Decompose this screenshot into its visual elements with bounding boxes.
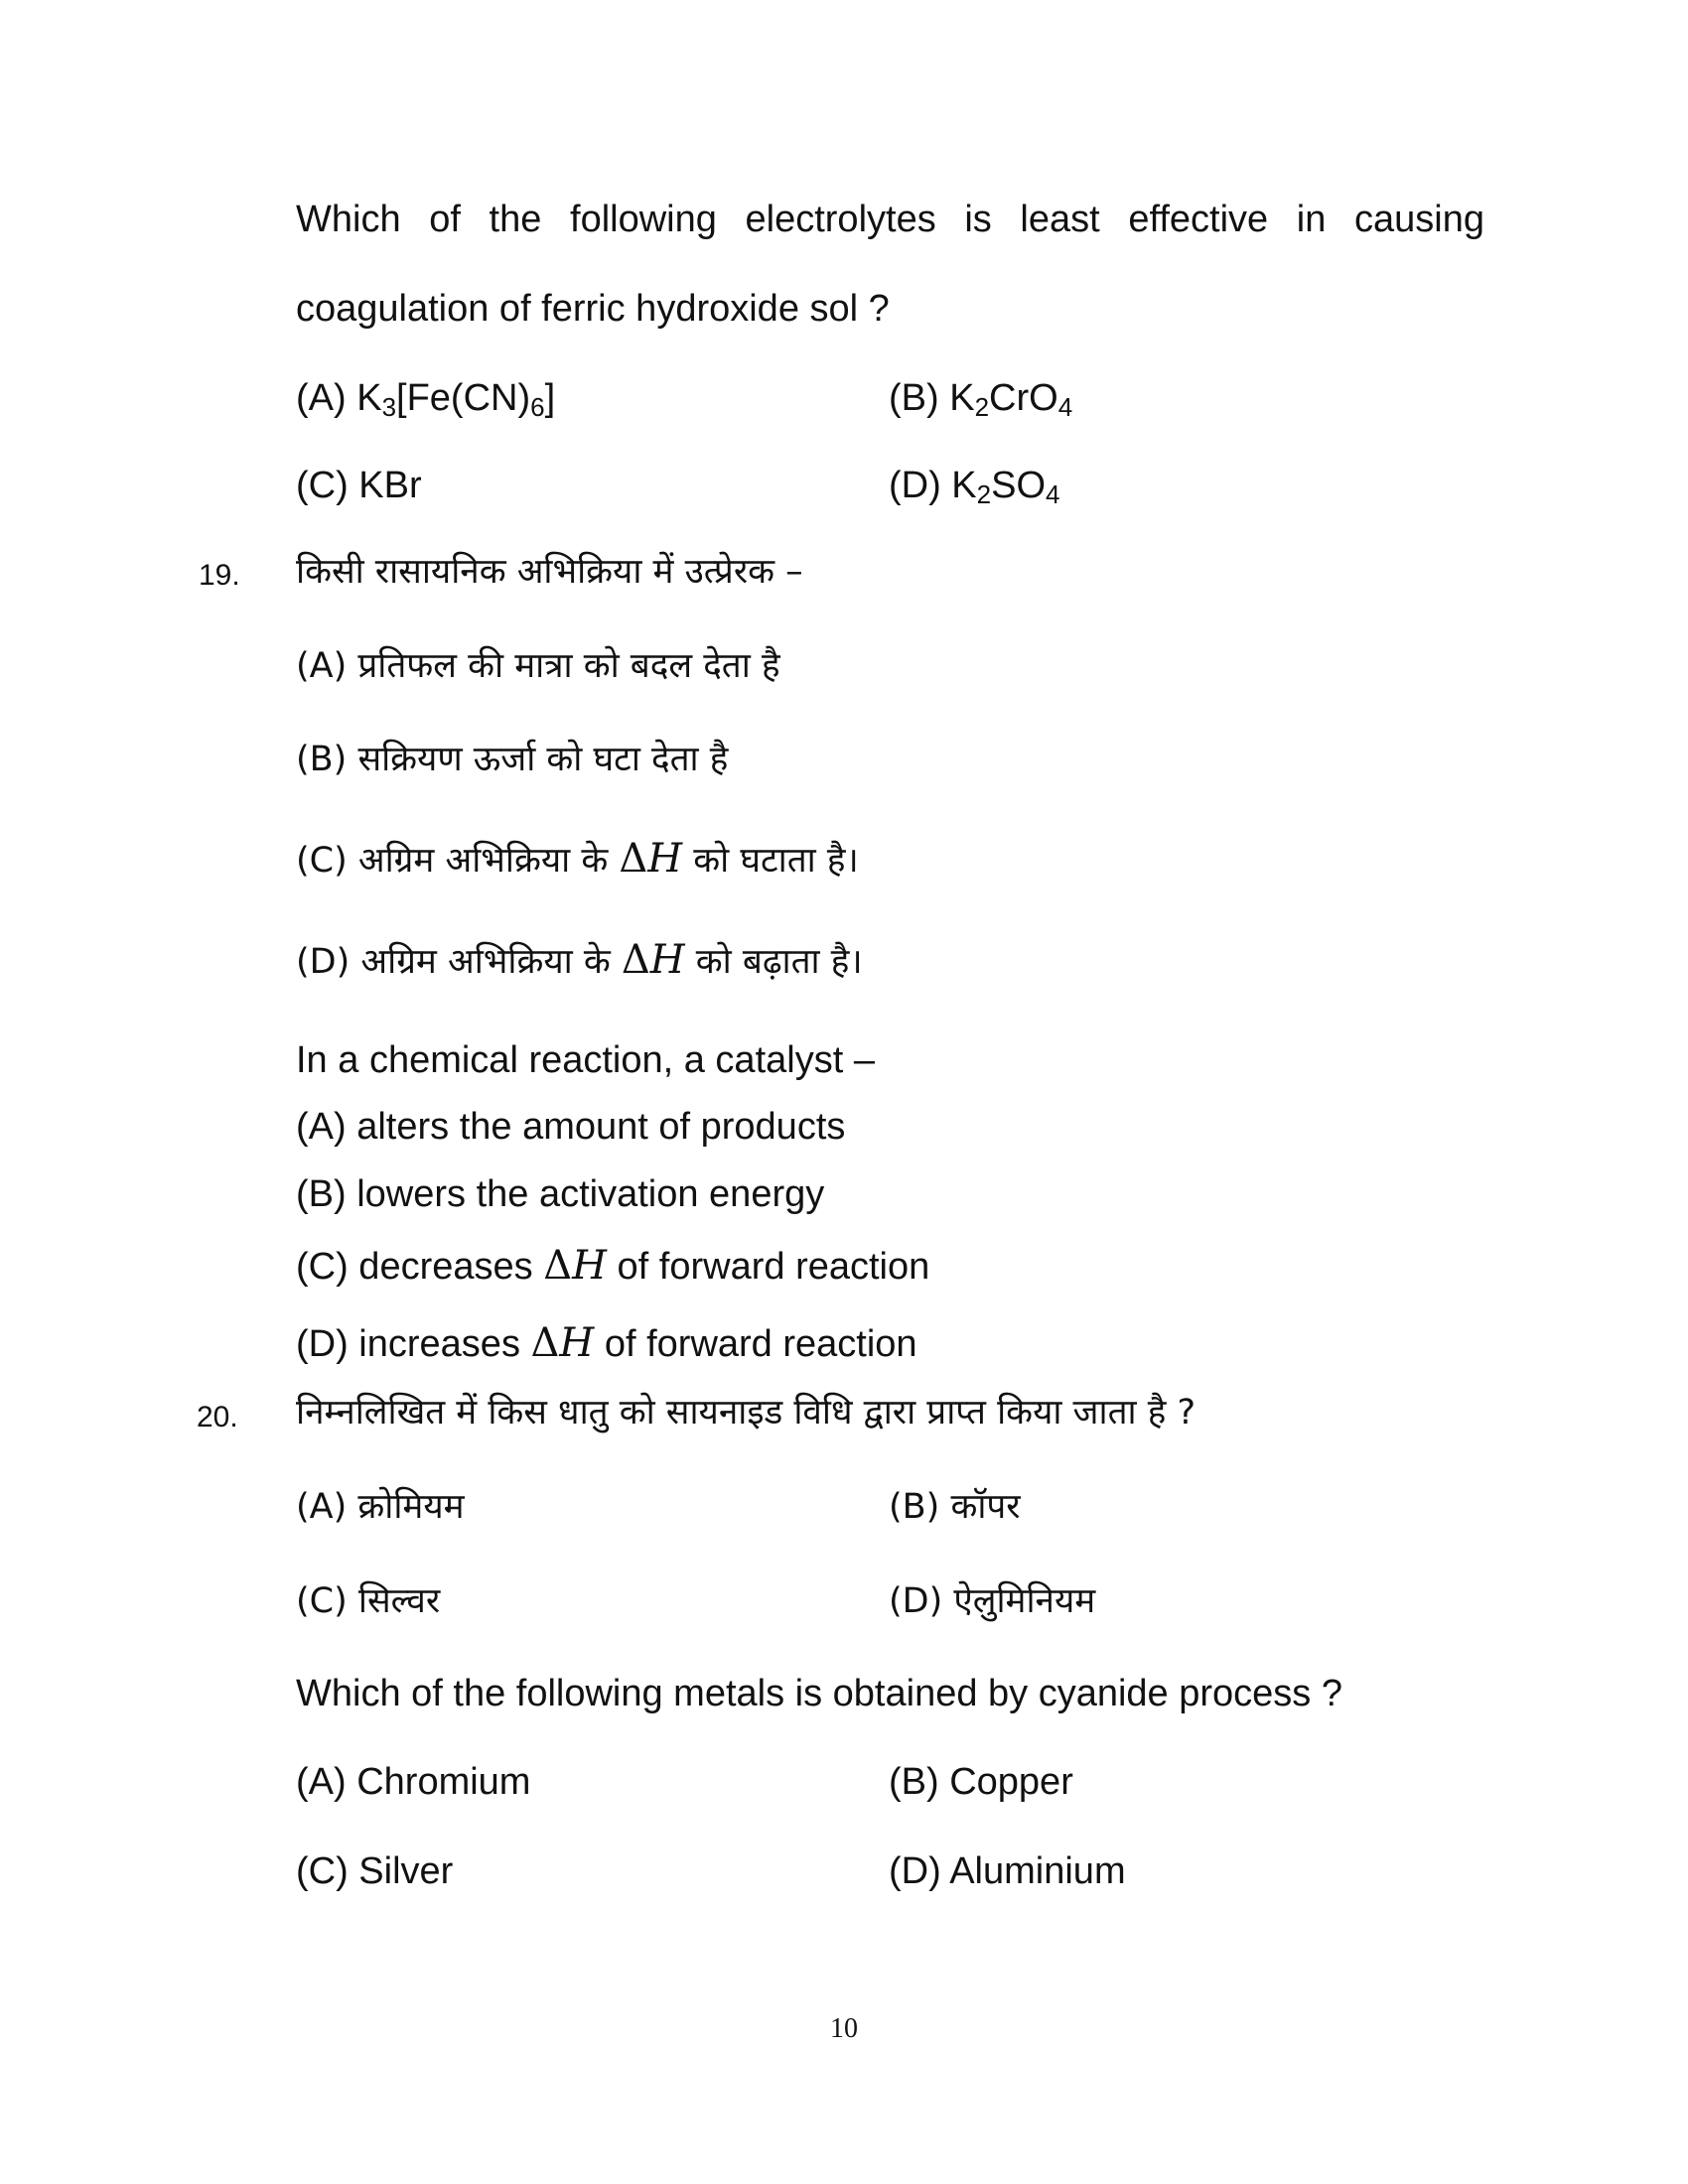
q18-option-b: (B) $K_2CrO_4$ — [889, 377, 1073, 422]
q18-english-line-1: Which of the following electrolytes is least effective in causing — [296, 199, 1484, 240]
q19-english-question: In a chemical reaction, a catalyst – — [296, 1039, 875, 1081]
q18-option-d: (D) $K_2SO_4$ — [889, 465, 1060, 509]
q20-hindi-option-a: (A) क्रोमियम — [296, 1487, 465, 1527]
q19-hindi-option-a: (A) प्रतिफल की मात्रा को बदल देता है — [296, 646, 780, 686]
q20-hindi-option-b: (B) कॉपर — [889, 1487, 1021, 1527]
q20-english-option-a: (A) Chromium — [296, 1761, 531, 1803]
delta-h-symbol: ΔH — [619, 836, 683, 882]
q20-number: 20. — [197, 1401, 238, 1433]
q19-hindi-question: किसी रासायनिक अभिक्रिया में उत्प्रेरक – — [296, 552, 803, 592]
q19-hindi-option-b: (B) सक्रियण ऊर्जा को घटा देता है — [296, 740, 729, 779]
q18-option-a: (A) $K_3[Fe(CN)_6]$ — [296, 377, 556, 422]
q19-english-option-d: (D) increases ΔH of forward reaction — [296, 1320, 917, 1366]
delta-h-symbol: ΔH — [621, 937, 685, 983]
delta-h-symbol: ΔH — [530, 1320, 595, 1366]
q18-english-line-2: coagulation of ferric hydroxide sol ? — [296, 288, 890, 330]
q19-english-option-b: (B) lowers the activation energy — [296, 1173, 825, 1215]
delta-h-symbol: ΔH — [543, 1243, 607, 1289]
q19-hindi-option-c: (C) अग्रिम अभिक्रिया के ΔH को घटाता है। — [296, 836, 859, 882]
q20-english-question: Which of the following metals is obtained by cyanide process ? — [296, 1673, 1342, 1714]
q20-english-option-b: (B) Copper — [889, 1761, 1073, 1803]
q20-hindi-option-c: (C) सिल्वर — [296, 1581, 441, 1621]
q20-hindi-question: निम्नलिखित में किस धातु को सायनाइड विधि द्वारा प्राप्त किया जाता है ? — [296, 1393, 1196, 1433]
q19-hindi-option-d: (D) अग्रिम अभिक्रिया के ΔH को बढ़ाता है। — [296, 937, 863, 983]
q20-english-option-d: (D) Aluminium — [889, 1850, 1126, 1892]
q20-hindi-option-d: (D) ऐलुमिनियम — [889, 1581, 1096, 1621]
q19-number: 19. — [199, 559, 240, 592]
q19-english-option-c: (C) decreases ΔH of forward reaction — [296, 1243, 930, 1289]
q18-option-c: (C) KBr — [296, 465, 422, 506]
q19-english-option-a: (A) alters the amount of products — [296, 1106, 846, 1148]
q20-english-option-c: (C) Silver — [296, 1850, 454, 1892]
page-number: 10 — [830, 2013, 858, 2044]
